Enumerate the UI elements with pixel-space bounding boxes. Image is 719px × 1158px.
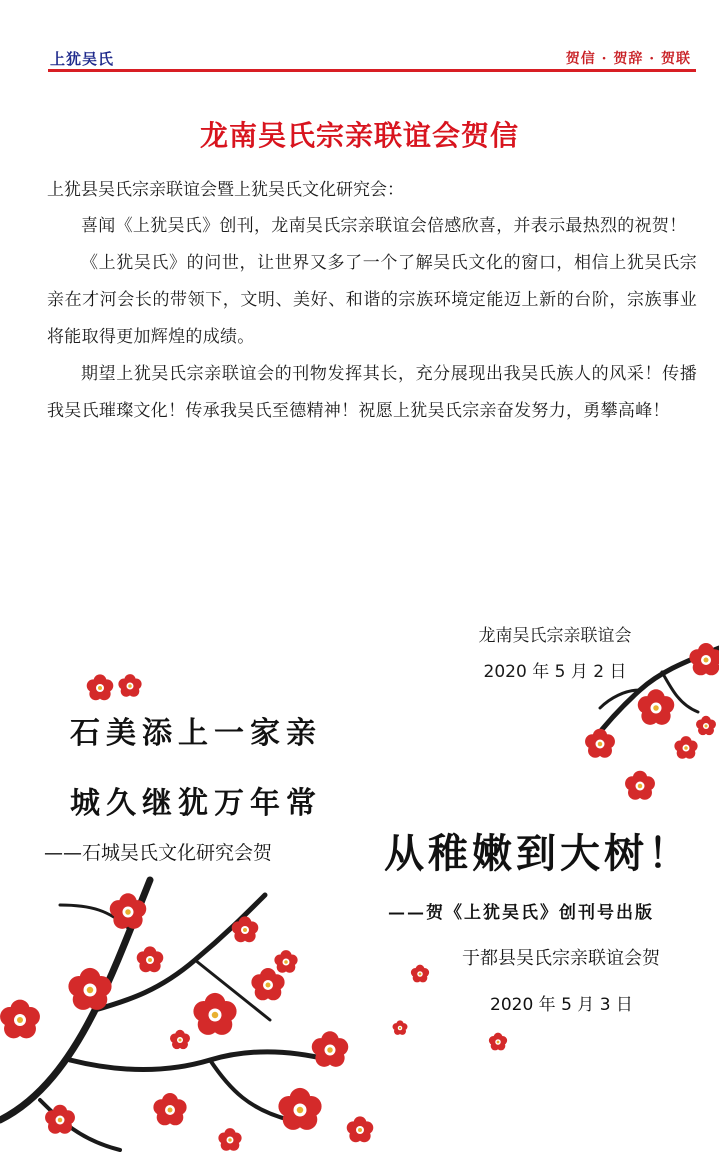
letter-paragraph-2: 《上犹吴氏》的问世，让世界又多了一个了解吴氏文化的窗口，相信上犹吴氏宗亲在才河会长的带领下，文明、美好、和谐的宗族环境定能迈上新的台阶，宗族事业将能取得更加辉煌的成绩。 [47, 253, 697, 347]
letter-signature-block [430, 618, 680, 690]
letter-title: 龙南吴氏宗亲联谊会贺信 [199, 119, 519, 152]
shicheng-couplet-line-1: 石美添上一家亲 [70, 716, 322, 751]
shicheng-couplet-line-2: 城久继犹万年常 [70, 786, 322, 821]
yudu-headline: 从稚嫩到大树！ [384, 830, 692, 877]
letter-salutation: 上犹县吴氏宗亲联谊会暨上犹吴氏文化研究会： [47, 180, 404, 200]
letter-paragraph-3: 期望上犹吴氏宗亲联谊会的刊物发挥其长，充分展现出我吴氏族人的风采！传播我吴氏璀璨文化！传承我吴氏至德精神！祝愿上犹吴氏宗亲奋发努力，勇攀高峰！ [47, 364, 697, 421]
letter-paragraph-1: 喜闻《上犹吴氏》创刊，龙南吴氏宗亲联谊会倍感欣喜，并表示最热烈的祝贺！ [81, 216, 687, 236]
letter-date: 2020 年 5 月 2 日 [483, 662, 627, 682]
yudu-credit: 于都县吴氏宗亲联谊会贺 [462, 948, 660, 969]
yudu-subtitle: ——贺《上犹吴氏》创刊号出版 [388, 903, 654, 923]
yudu-date: 2020 年 5 月 3 日 [490, 995, 633, 1015]
header-publication-name: 上犹吴氏 [50, 50, 115, 68]
letter-signature: 龙南吴氏宗亲联谊会 [478, 626, 632, 646]
header-section-name: 贺信 · 贺辞 · 贺联 [565, 51, 691, 67]
shicheng-credit: ——石城吴氏文化研究会贺 [44, 842, 273, 864]
